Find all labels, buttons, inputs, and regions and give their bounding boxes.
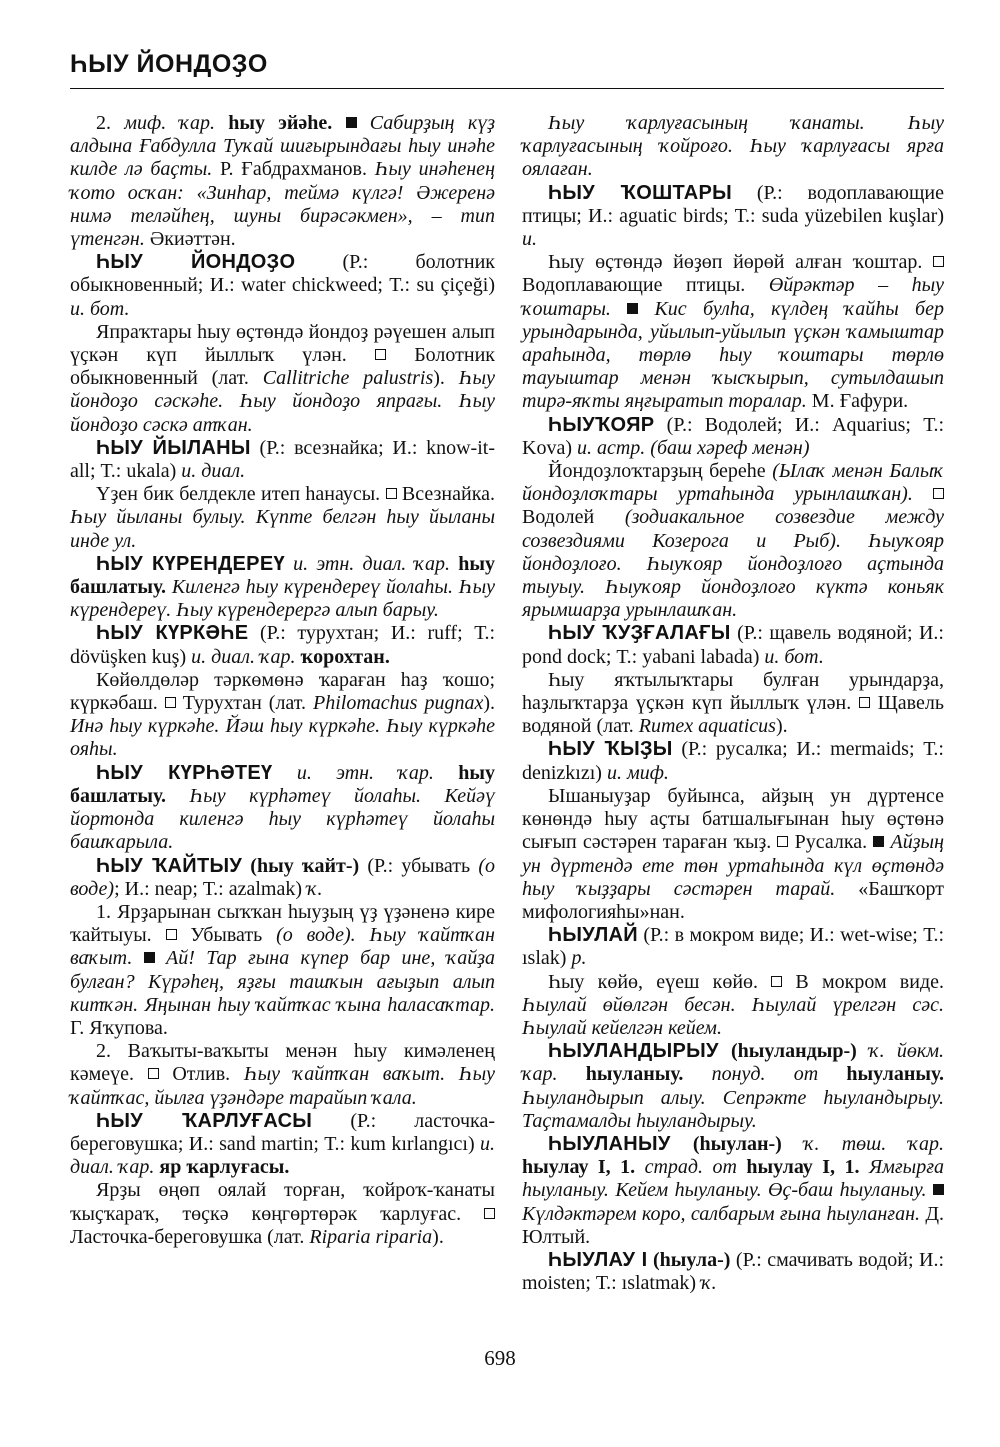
headword: ҺЫУЛАЙ xyxy=(548,924,638,947)
body-text: Һыу яҡтылыҡтары булған урындарҙа, һаҙлыҡтарҙа үҫкән күп йыллыҡ үлән. xyxy=(522,668,944,715)
body-text: Р. Ғабдрахманов. xyxy=(219,158,375,181)
body-text: Русалка. xyxy=(788,831,874,854)
body-text xyxy=(782,1133,804,1155)
body-text: Г. Яҡупова. xyxy=(70,1016,168,1039)
body-text: ). xyxy=(775,715,788,738)
italic-text: и. миф. xyxy=(606,761,669,784)
headword: ҺЫУҠОЯР xyxy=(548,413,655,436)
body-text: Ярҙы өңөп оялай торған, ҡойроҡ-ҡанаты ҡыҫҡараҡ, төҫкә көңгөртөрәк ҡарлуғас. xyxy=(70,1179,495,1225)
translation-square-icon xyxy=(933,488,944,499)
entry-paragraph xyxy=(522,971,944,1041)
translation-square-icon xyxy=(165,697,176,708)
entry-paragraph xyxy=(70,669,495,762)
italic-text: Һыу инәһенең ҡото осҡан: «Зинһар, теймә күлгә! Әжеренә нимә теләйһең, шуны бирәсәкмен», – тип үтенгән. xyxy=(70,158,495,251)
body-text: ). xyxy=(433,367,459,390)
italic-text: миф. ҡар. xyxy=(124,112,229,134)
italic-text: Philomachus pugnax xyxy=(313,692,484,715)
translation-square-icon xyxy=(375,349,386,360)
headword: ҺЫУ ҠАРЛУҒАСЫ xyxy=(96,1109,313,1132)
bold-term: (һыулан-) xyxy=(692,1132,782,1155)
entry-paragraph xyxy=(522,622,944,668)
body-text xyxy=(272,762,296,784)
bold-term: һыуланыу. xyxy=(585,1063,712,1086)
translation-square-icon xyxy=(859,697,870,708)
body-text: (Р.: водоплавающие птицы; И.: aguatic birds; Т.: suda yüzebilen kuşlar) xyxy=(522,181,944,227)
body-text: ). xyxy=(483,692,496,715)
right-column xyxy=(522,112,944,1295)
entry-paragraph xyxy=(522,669,944,739)
body-text: ; И.: neap; Т.: azalmak) xyxy=(114,877,307,900)
bold-term: (һыуландыр-) xyxy=(731,1040,857,1063)
entry-paragraph xyxy=(522,182,944,252)
body-text: Йондоҙлоҡтарҙың береһе xyxy=(548,460,773,483)
italic-text: Өйрәктәр – һыу ҡоштары. xyxy=(522,274,945,320)
body-text: (Р.: убывать xyxy=(359,854,479,877)
headword: ҺЫУ КҮРКӘҺЕ xyxy=(96,622,249,645)
italic-text: и. этн. ҡар. xyxy=(296,761,459,784)
body-text: Убывать xyxy=(176,924,277,947)
body-text: Турухтан (лат. xyxy=(175,692,314,715)
entry-paragraph xyxy=(70,1110,495,1180)
body-text xyxy=(671,1133,693,1155)
italic-text: Сабирҙың күҙ алдына Ғабдулла Туҡай шиғырындағы һыу инәһе килде лә баҫты. xyxy=(70,112,496,181)
bold-term: (һыула-) xyxy=(652,1248,731,1271)
body-text: Һыу көйө, еүеш көйө. xyxy=(548,970,772,993)
body-text: 2. xyxy=(96,112,125,134)
body-text: Всезнайка. xyxy=(396,483,495,506)
body-text: Отлив. xyxy=(158,1063,244,1086)
body-text: (Р.: в мокром виде; И.: wet-wise; Т.: ıslak) xyxy=(522,924,944,970)
body-text: Һыу өҫтөндә йөҙөп йөрөй алған ҡоштар. xyxy=(548,251,933,274)
body-text: (Р.: болотник обыкновенный; И.: water chickweed; Т.: su çiçeği) xyxy=(70,251,495,297)
body-text xyxy=(285,553,293,575)
italic-text: Riparia riparia xyxy=(309,1225,433,1248)
headword: ҺЫУЛАНДЫРЫУ xyxy=(548,1040,719,1063)
body-text: (Р.: русалка; И.: mermaids; Т.: denizkızı) xyxy=(522,738,944,784)
italic-text: (зодиакальное созвездие между созвездиями Козерога и Рыб). Һыуҡояр йондоҙлоғо. Һыуҡояр йондоҙлоғо аҫтында тыуыу. Һыуҡояр йондоҙлоғо күктә коньяк ярымшарҙа урынлашҡан. xyxy=(522,506,944,622)
italic-text: и. этн. диал. ҡар. xyxy=(293,552,459,575)
headword: ҺЫУ ЙОНДОҘО xyxy=(96,251,296,274)
example-square-icon xyxy=(627,303,638,314)
italic-text: страд. от xyxy=(644,1156,747,1179)
italic-text: Һыу күрһәтеү йолаһы. Кейәү йортонда киленгә һыу күрһәтеү йолаһы башҡарыла. xyxy=(70,784,495,854)
body-text: Көйөлдөләр тәркөмөнә ҡараған һаҙ ҡошо; күркәбаш. xyxy=(70,668,495,715)
entry-paragraph xyxy=(70,1179,495,1249)
translation-square-icon xyxy=(166,929,177,940)
body-text: (Р.: всезнайка; И.: know-it-all; Т.: ukala) xyxy=(70,436,495,483)
italic-text: ҡ. төш. ҡар. xyxy=(804,1132,945,1155)
body-text: Д. Юлтый. xyxy=(522,1202,944,1248)
entry-paragraph xyxy=(522,1133,944,1249)
example-square-icon xyxy=(873,836,884,847)
entry-paragraph xyxy=(70,437,495,483)
entry-paragraph xyxy=(522,414,944,460)
body-text: Болотник обыкновенный (лат. xyxy=(70,344,495,390)
italic-text: Һыу ҡайтҡан ваҡыт. Һыу ҡайтҡас, йылға үҙәндәре тарайып ҡала. xyxy=(70,1063,495,1109)
translation-square-icon xyxy=(148,1068,159,1079)
body-text: (Р.: смачивать водой; И.: moisten; Т.: ıslatmak) xyxy=(522,1248,945,1295)
body-text: ). xyxy=(432,1225,444,1248)
italic-text: понуд. от xyxy=(711,1063,847,1086)
italic-text: Кис булһа, күлдең ҡайһы бер урындарында, уйылып-уйылып үҫкән ҡамыштар араһында, төрлө һыу ҡоштары төрлө тауыштар менән ҡысҡырып, сутылдашып тирә-яҡты яңғыратып торалар. xyxy=(522,297,944,413)
italic-text: Һыулай өйөлгән бесән. Һыулай үрелгән сәс. Һыулай кейелгән кейем. xyxy=(522,993,944,1039)
translation-square-icon xyxy=(484,1208,495,1219)
entry-paragraph xyxy=(70,855,495,901)
body-text: 2. Ваҡыты-ваҡыты менән һыу кимәленең кәмеүе. xyxy=(70,1040,495,1086)
body-text: (Р.: турухтан; И.: ruff; Т.: dövüşken kuş) xyxy=(70,622,496,668)
entry-paragraph xyxy=(522,924,944,970)
header-rule xyxy=(70,88,944,89)
italic-text: Инә һыу күркәһе. Йәш һыу күркәһе. Һыу күркәһе ояһы. xyxy=(70,715,495,761)
italic-text: ҡ. xyxy=(701,1272,717,1295)
translation-square-icon xyxy=(386,488,397,499)
entry-paragraph xyxy=(70,1040,495,1110)
bold-term: һыулау I, 1. xyxy=(746,1156,869,1179)
entry-paragraph xyxy=(522,1040,944,1133)
page-number: 698 xyxy=(484,1346,516,1370)
italic-text: Һыу йондоҙо сәскәһе. Һыу йондоҙо япрағы. Һыу йондоҙо сәскә атҡан. xyxy=(70,367,495,436)
translation-square-icon xyxy=(933,256,944,267)
bold-term: һыу башлатыу. xyxy=(70,552,495,599)
italic-text: р. xyxy=(571,947,587,970)
bold-term: һыулау I, 1. xyxy=(522,1156,645,1179)
headword: ҺЫУ ЙЫЛАНЫ xyxy=(96,436,251,459)
entry-paragraph xyxy=(522,1249,944,1295)
entry-paragraph xyxy=(70,251,495,321)
headword: ҺЫУЛАУ I xyxy=(548,1248,648,1271)
italic-text: ҡ. xyxy=(306,877,323,900)
headword: ҺЫУ КҮРЕНДЕРЕҮ xyxy=(96,552,285,575)
body-text: Әкиәттән. xyxy=(149,228,236,251)
italic-text: и. диал. ҡар. xyxy=(70,1132,495,1179)
italic-text: Һыу йыланы булыу. Күпте белгән һыу йыланы инде ул. xyxy=(70,506,495,552)
italic-text: Callitriche palustris xyxy=(262,367,434,390)
body-text: (Р.: щавель водяной; И.: pond dock; Т.: yabani labada) xyxy=(522,622,944,668)
translation-square-icon xyxy=(771,976,782,987)
italic-text: Киленгә һыу күрендереү йолаһы. Һыу күрендереү. Һыу күрендерергә алып барыу. xyxy=(70,576,495,622)
entry-paragraph xyxy=(522,112,944,182)
body-text: (Р.: ласточка-береговушка; И.: sand martin; Т.: kum kırlangıcı) xyxy=(70,1109,496,1155)
italic-text: Ай! Тар ғына күпер бар ине, ҡайҙа булған? Күрәһең, яҙғы ташҡын ағыҙып алып китҡән. Яңынан һыу ҡайтҡас ҡына һаласаҡтар. xyxy=(70,947,495,1016)
entry-paragraph xyxy=(70,112,495,251)
body-text: (Р.: Водолей; И.: Aquarius; Т.: Kova) xyxy=(522,413,944,459)
headword: ҺЫУ ҠЫҘЫ xyxy=(548,738,673,761)
example-square-icon xyxy=(933,1184,944,1195)
italic-text: и. диал. xyxy=(181,460,246,483)
italic-text: Rumex aquaticus xyxy=(638,715,776,738)
bold-term: ҡорохтан. xyxy=(300,645,390,668)
italic-text: (о воде) xyxy=(70,854,495,900)
italic-text: Һыу ҡарлуғасының ҡанаты. Һыу ҡарлуғасының ҡойроғо. Һыу ҡарлуғасы ярға оялаған. xyxy=(522,112,944,181)
example-square-icon xyxy=(346,117,357,128)
running-head: ҺЫУ ЙОНДОҘО xyxy=(70,50,268,78)
entry-paragraph xyxy=(522,460,944,622)
entry-paragraph xyxy=(70,321,495,437)
bold-term: һыу башлатыу. xyxy=(70,761,496,807)
body-text: Ышаныуҙар буйынса, айҙың ун дүртенсе көнөндә һыу аҫты батшалығынан һыу өҫтөнә сығып сәстәрен тараған ҡыҙ. xyxy=(522,784,944,854)
italic-text: и. диал. ҡар. xyxy=(191,645,301,668)
italic-text: и. астр. (баш хәреф менән) xyxy=(576,436,810,459)
entry-paragraph xyxy=(522,785,944,924)
entry-paragraph xyxy=(70,901,495,1040)
body-text: Водолей xyxy=(522,506,625,529)
italic-text: Айҙың ун дүртендә ете төн уртаһында күл өҫтөндә һыу ҡыҙҙары сәстәрен тарай. xyxy=(522,831,944,900)
body-text: Үҙен бик белдекле итеп һанаусы. xyxy=(96,483,386,506)
translation-square-icon xyxy=(777,836,788,847)
example-square-icon xyxy=(144,952,155,963)
body-text xyxy=(719,1040,731,1062)
body-text: В мокром виде. xyxy=(782,970,944,993)
body-text: М. Ғафури. xyxy=(811,390,909,413)
italic-text: (Ылаҡ менән Балыҡ йондоҙлоҡтары уртаһында урынлашҡан). xyxy=(522,460,944,506)
italic-text: и. бот. xyxy=(764,645,824,668)
left-column xyxy=(70,112,495,1249)
bold-term: яр ҡарлуғасы. xyxy=(159,1156,290,1179)
italic-text: и. бот. xyxy=(70,297,130,320)
body-text: «Башҡорт мифологияһы»нан. xyxy=(522,877,944,923)
entry-paragraph xyxy=(70,622,495,668)
bold-term: (һыу ҡайт-) xyxy=(250,854,360,877)
body-text: Япраҡтары һыу өҫтөндә йондоҙ рәүешен алып үҫкән күп йыллыҡ үлән. xyxy=(70,320,495,367)
italic-text: (о воде). Һыу ҡайтҡан ваҡыт. xyxy=(70,924,495,970)
headword: ҺЫУ ҠУҘҒАЛАҒЫ xyxy=(548,622,731,645)
italic-text: ҡ. йөкм. ҡар. xyxy=(522,1040,945,1086)
entry-paragraph xyxy=(70,762,495,855)
entry-paragraph xyxy=(70,553,495,623)
italic-text: и. xyxy=(522,228,537,251)
italic-text: Күлдәктәрем коро, салбарым ғына һыуланған. xyxy=(522,1202,926,1225)
headword: ҺЫУ КҮРҺӘТЕҮ xyxy=(96,761,273,784)
italic-text: Ямғырға һыуланыу. Кейем һыуланыу. Өҫ-баш һыуланыу. xyxy=(522,1156,944,1202)
entry-paragraph xyxy=(522,251,944,413)
bold-term: һыуланыу. xyxy=(846,1063,944,1086)
headword: ҺЫУЛАНЫУ xyxy=(548,1132,671,1155)
body-text: Ласточка-береговушка (лат. xyxy=(70,1225,310,1248)
headword: ҺЫУ ҠОШТАРЫ xyxy=(548,181,732,204)
entry-paragraph xyxy=(70,483,495,553)
bold-term: һыу эйәһе. xyxy=(228,112,346,134)
body-text: Щавель водяной (лат. xyxy=(522,692,944,738)
body-text xyxy=(857,1040,869,1062)
headword: ҺЫУ ҠАЙТЫУ xyxy=(96,854,243,877)
body-text: 1. Ярҙарынан сыҡҡан һыуҙың үҙ үҙәненә кире ҡайтыуы. xyxy=(70,900,495,947)
entry-paragraph xyxy=(522,738,944,784)
italic-text: Һыуландырып алыу. Сепрәкте һыуландырыу. Таҫтамалды һыуландырыу. xyxy=(522,1086,944,1132)
body-text: Водоплавающие птицы. xyxy=(522,274,769,297)
